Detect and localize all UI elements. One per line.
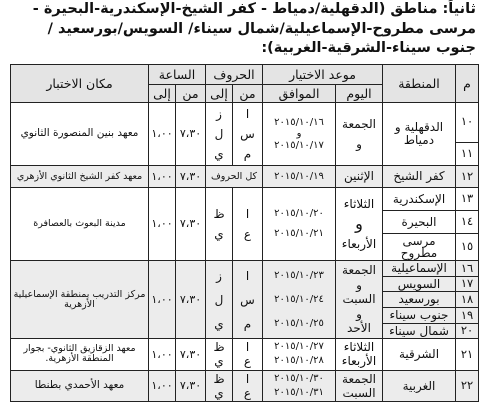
letter: ع — [243, 385, 252, 400]
date-text: ٢٠١٥/١٠/١٧ — [274, 139, 324, 151]
hour-to-cell: ١،٠٠ — [149, 261, 176, 339]
letters-to-cell — [206, 102, 233, 166]
date-text: ٢٠١٥/١٠/٣١ — [274, 386, 324, 398]
day-text: الجمعة — [342, 116, 376, 131]
letter: ا — [245, 371, 250, 386]
hour-from-cell: ٧،٣٠ — [176, 166, 206, 188]
place-cell: مركز التدريب بمنطقة الإسماعيلية الأزهرية — [11, 261, 149, 339]
date-cell — [263, 261, 336, 339]
place-cell: مدينة البعوث بالعصافرة — [11, 188, 149, 261]
intro-paragraph — [0, 0, 480, 62]
intro-text: مناطق (الدقهلية/دمياط - كفر الشيخ-الإسكندرية-البحيرة - مرسى مطروح-الإسماعيلية/شمال سيناء/ السويس/بورسعيد / جنوب سيناء-الشرقية-الغربية): — [32, 1, 476, 56]
date-text: ٢٠١٥/١٠/٢٠ — [274, 208, 324, 220]
region-cell: جنوب سيناء — [383, 308, 456, 324]
header-hour: الساعة — [149, 65, 206, 85]
day-cell — [336, 339, 383, 370]
hour-to-cell: ١،٠٠ — [149, 166, 176, 188]
header-date: الموافق — [263, 84, 336, 102]
date-cell — [263, 102, 336, 166]
region-cell: بورسعيد — [383, 292, 456, 308]
region-cell: مرسى مطروح — [383, 234, 456, 261]
date-connector: و — [296, 128, 302, 140]
intro-heading: ثانياً: — [442, 1, 476, 17]
table-row — [11, 261, 479, 277]
letter: ظ — [213, 340, 225, 355]
table-row — [11, 370, 479, 401]
letters-to-cell — [206, 339, 233, 370]
hour-from-cell: ٧،٣٠ — [176, 102, 206, 166]
letters-from-cell — [233, 188, 263, 261]
letters-to-cell — [206, 188, 233, 261]
letters-to-cell — [206, 370, 233, 401]
region-cell: الإسماعيلية — [383, 261, 456, 277]
region-cell: الدقهلية و دمياط — [383, 102, 456, 166]
date-text: ٢٠١٥/١٠/٢٨ — [274, 355, 324, 367]
day-text: الثلاثاء — [343, 197, 375, 212]
row-number: ١٤ — [456, 211, 479, 234]
date-cell — [263, 339, 336, 370]
date-text: ٢٠١٥/١٠/٢٧ — [274, 341, 324, 353]
day-cell — [336, 188, 383, 261]
date-text: ٢٠١٥/١٠/٢١ — [274, 228, 324, 240]
letters-from-cell — [233, 261, 263, 339]
letter: ا — [245, 207, 250, 222]
table-row — [11, 102, 479, 142]
header-letters-from: من — [233, 84, 263, 102]
row-number: ١٧ — [456, 276, 479, 292]
row-number: ٢٠ — [456, 323, 479, 339]
letter: ظ — [213, 207, 225, 222]
letters-from-cell — [233, 339, 263, 370]
hour-to-cell: ١،٠٠ — [149, 339, 176, 370]
place-cell: معهد الأحمدي بطنطا — [11, 370, 149, 401]
header-num: م — [456, 65, 479, 103]
letter: م — [243, 146, 252, 161]
hour-to-cell: ١،٠٠ — [149, 370, 176, 401]
place-cell: معهد الزقازيق الثانوي- بجوار المنطقة الأزهرية. — [11, 339, 149, 370]
exam-schedule-table — [10, 64, 479, 402]
day-text: السبت — [342, 292, 376, 307]
letter: ل — [214, 292, 224, 307]
letter: ز — [216, 106, 222, 121]
place-cell: معهد بنين المنصورة الثانوي — [11, 102, 149, 166]
header-hour-from: من — [176, 84, 206, 102]
letters-from-cell — [233, 370, 263, 401]
day-connector: و — [355, 214, 363, 234]
letter: ظ — [213, 371, 225, 386]
header-exam-date: موعد الاختيار — [263, 65, 383, 85]
letter: ي — [214, 316, 224, 331]
row-number: ١٣ — [456, 188, 479, 211]
date-text: ٢٠١٥/١٠/٢٥ — [274, 317, 324, 329]
region-cell: البحيرة — [383, 211, 456, 234]
hour-to-cell: ١،٠٠ — [149, 102, 176, 166]
row-number: ١٠ — [456, 102, 479, 142]
header-day: اليوم — [336, 84, 383, 102]
day-connector: و — [356, 307, 362, 322]
region-cell: كفر الشيخ — [383, 166, 456, 188]
hour-from-cell: ٧،٣٠ — [176, 370, 206, 401]
letter: ز — [216, 268, 222, 283]
day-text: الجمعة — [342, 263, 376, 278]
day-text: الثلاثاء — [343, 340, 375, 355]
table-row — [11, 188, 479, 211]
hour-from-cell: ٧،٣٠ — [176, 188, 206, 261]
header-letters: الحروف — [206, 65, 263, 85]
header-letters-to: إلى — [206, 84, 233, 102]
hour-from-cell: ٧،٣٠ — [176, 261, 206, 339]
date-text: ٢٠١٥/١٠/١٦ — [274, 116, 324, 128]
day-cell — [336, 261, 383, 339]
day-text: الأربعاء — [341, 237, 377, 252]
letter: س — [240, 126, 255, 141]
table-row — [11, 166, 479, 188]
letter: ع — [243, 354, 252, 369]
letter: ي — [214, 227, 224, 242]
row-number: ١٨ — [456, 292, 479, 308]
letters-all-cell: كل الحروف — [206, 166, 263, 188]
day-connector: و — [356, 136, 362, 151]
day-text: الأحد — [347, 321, 371, 336]
row-number: ١٦ — [456, 261, 479, 277]
region-cell: الغربية — [383, 370, 456, 401]
letter: ا — [245, 106, 250, 121]
place-cell: معهد كفر الشيخ الثانوي الأزهري — [11, 166, 149, 188]
date-cell: ٢٠١٥/١٠/١٩ — [263, 166, 336, 188]
letter: ي — [214, 146, 224, 161]
row-number: ١٢ — [456, 166, 479, 188]
date-cell — [263, 188, 336, 261]
header-place: مكان الاختبار — [11, 65, 149, 103]
letter: ا — [245, 340, 250, 355]
date-cell — [263, 370, 336, 401]
date-text: ٢٠١٥/١٠/٢٣ — [274, 269, 324, 281]
header-hour-to: إلى — [149, 84, 176, 102]
hour-from-cell: ٧،٣٠ — [176, 339, 206, 370]
letter: م — [243, 316, 252, 331]
letter: ع — [243, 227, 252, 242]
region-cell: السويس — [383, 276, 456, 292]
header-region: المنطقة — [383, 65, 456, 103]
day-text: الجمعة — [342, 371, 376, 386]
row-number: ٢١ — [456, 339, 479, 370]
date-text: ٢٠١٥/١٠/٣٠ — [274, 372, 324, 384]
row-number: ٢٢ — [456, 370, 479, 401]
region-cell: شمال سيناء — [383, 323, 456, 339]
letter: س — [240, 292, 255, 307]
row-number: ١٩ — [456, 308, 479, 324]
day-text: السبت — [342, 385, 376, 400]
letter: ي — [214, 354, 224, 369]
hour-to-cell: ١،٠٠ — [149, 188, 176, 261]
day-text: الأربعاء — [341, 354, 377, 369]
row-number: ١١ — [456, 142, 479, 165]
letters-from-cell — [233, 102, 263, 166]
letter: ا — [245, 268, 250, 283]
day-cell — [336, 102, 383, 166]
day-cell — [336, 370, 383, 401]
row-number: ١٥ — [456, 234, 479, 261]
day-connector: و — [356, 278, 362, 293]
region-cell: الشرقية — [383, 339, 456, 370]
date-text: ٢٠١٥/١٠/٢٤ — [274, 293, 324, 305]
region-cell: الإسكندرية — [383, 188, 456, 211]
letters-to-cell — [206, 261, 233, 339]
day-cell: الإثنين — [336, 166, 383, 188]
letter: ي — [214, 385, 224, 400]
table-row — [11, 339, 479, 370]
letter: ل — [214, 126, 224, 141]
